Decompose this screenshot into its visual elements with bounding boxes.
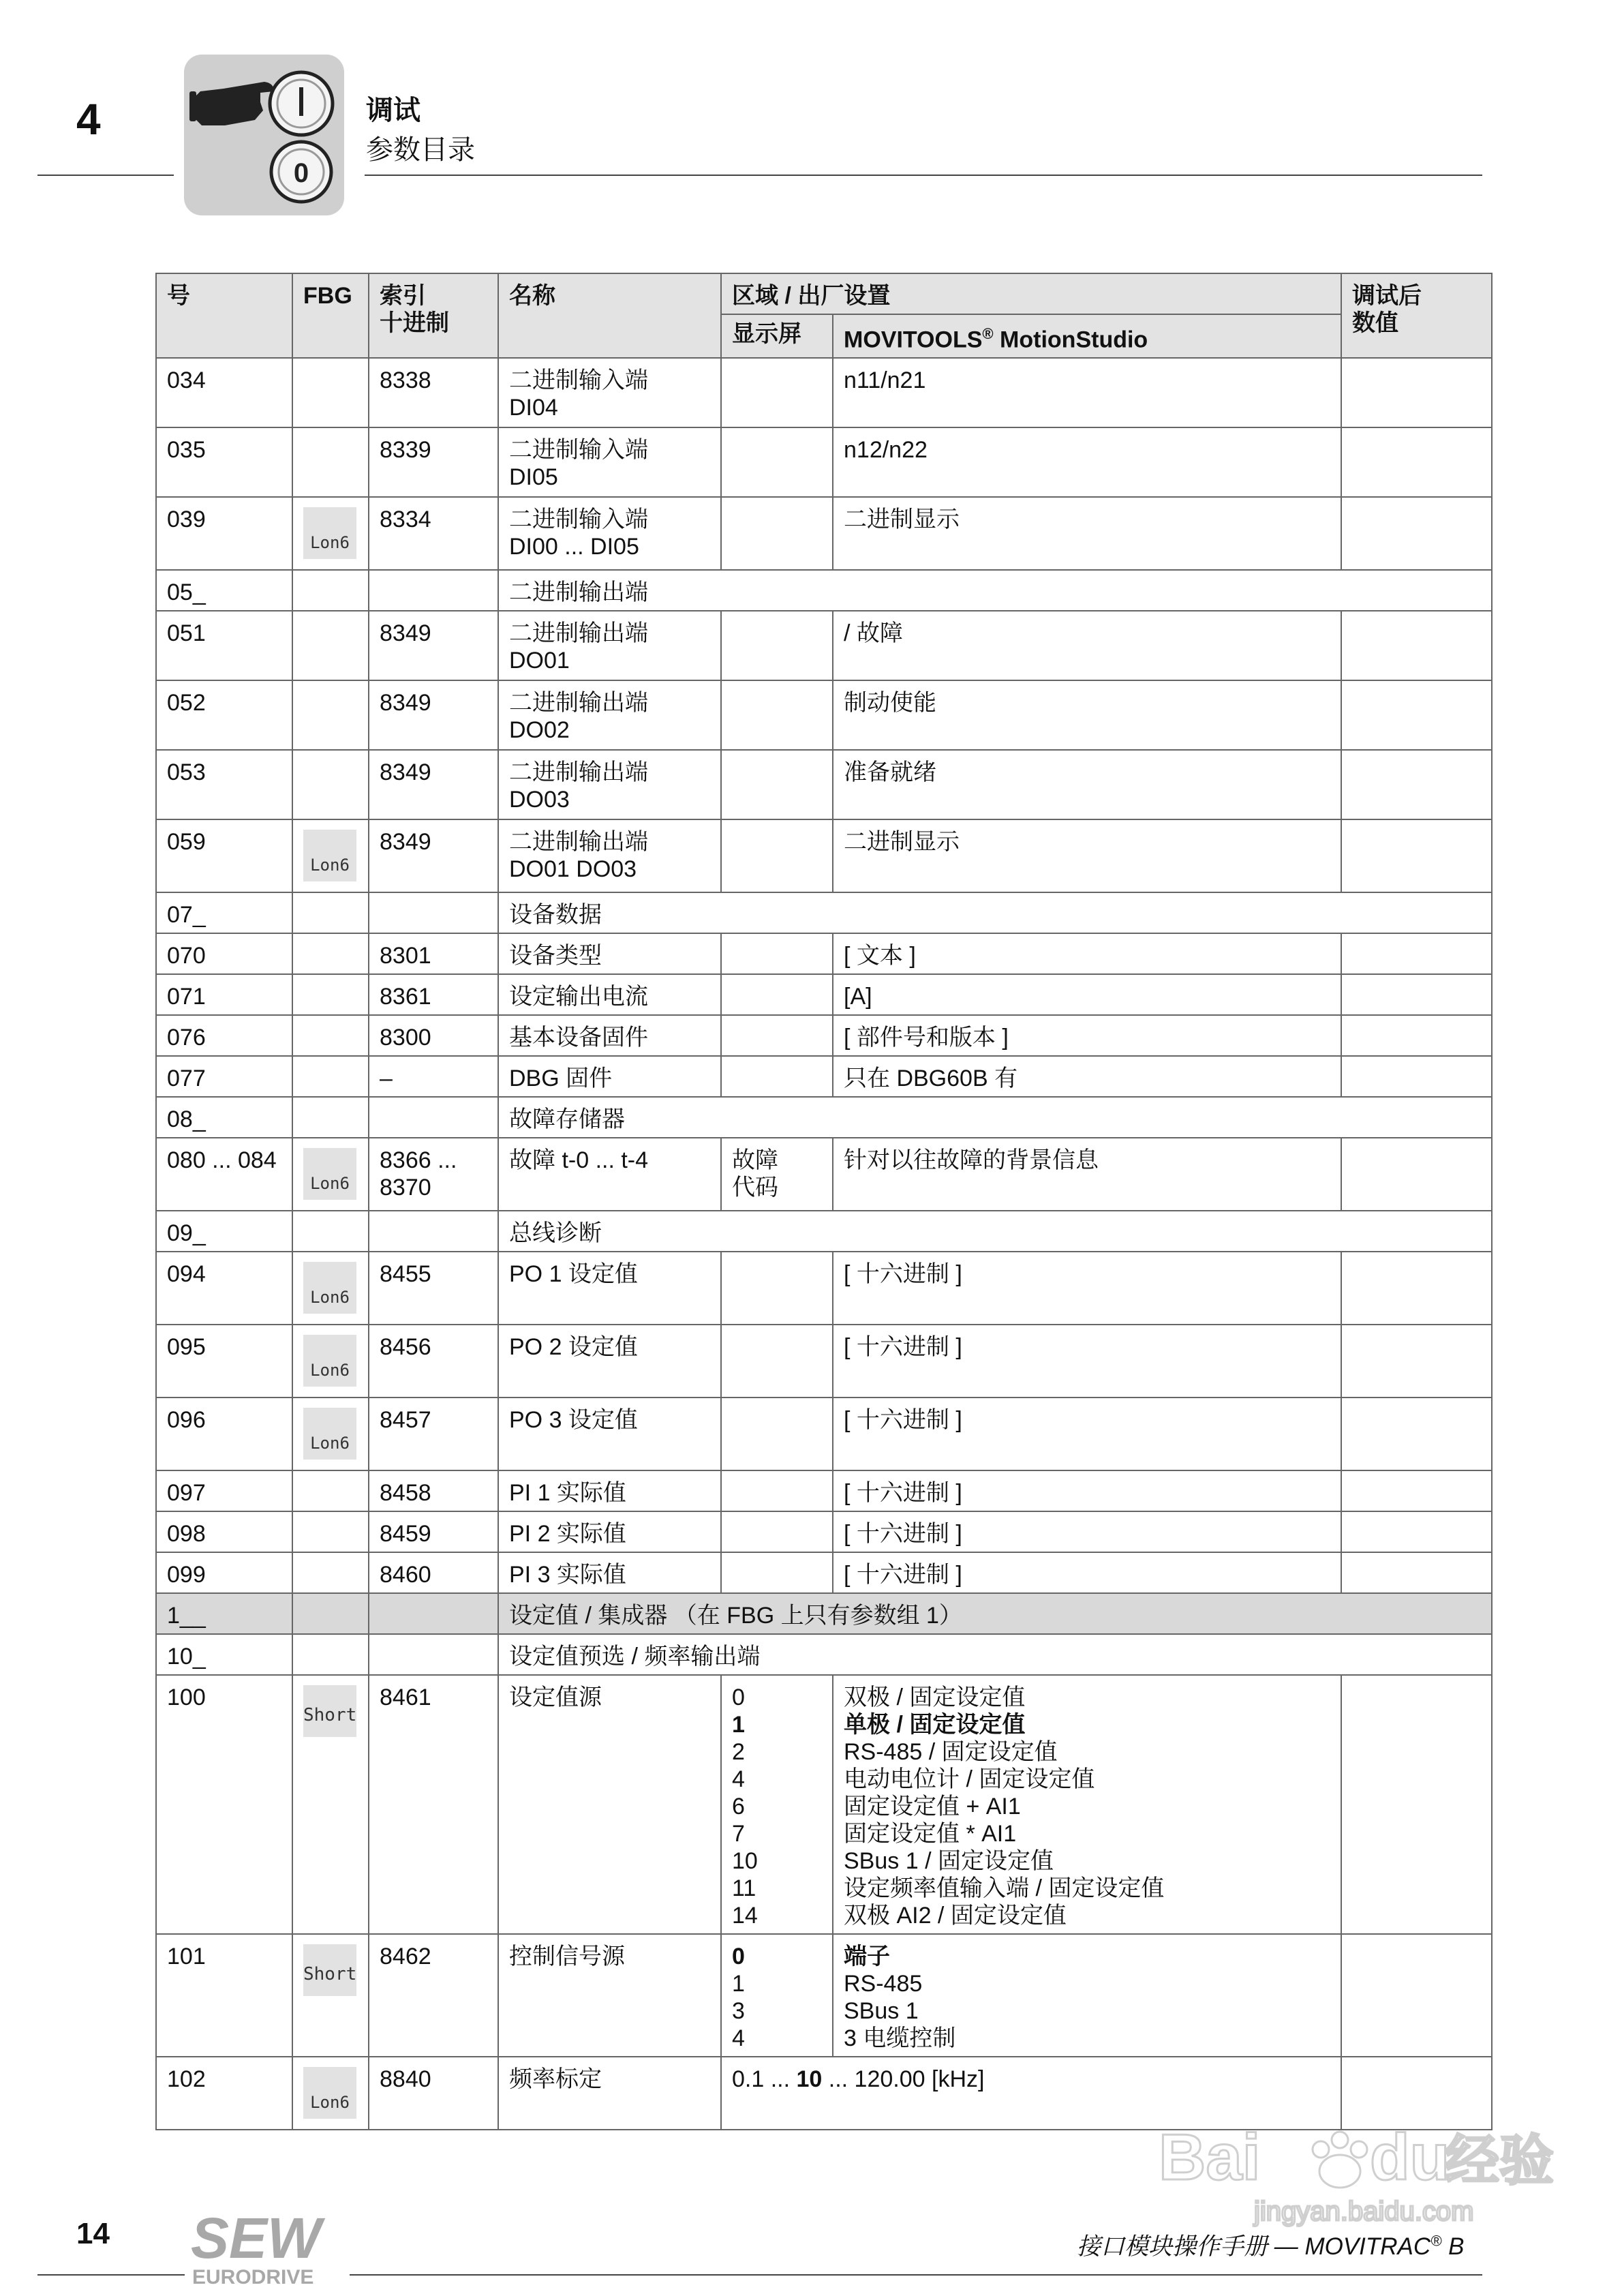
cell-index: 8461 [369, 1675, 498, 1934]
cell-index: 8460 [369, 1552, 498, 1593]
table-row [156, 1511, 1492, 1552]
cell-index: 8300 [369, 1015, 498, 1056]
fbg-long-menu-icon [303, 830, 356, 881]
range-end: ... 120.00 [kHz] [822, 2066, 985, 2093]
cell-fbg [292, 1097, 369, 1138]
col-header-after-commissioning [1341, 273, 1492, 358]
cell-value: 二进制显示 [833, 819, 1341, 892]
lcd-label: Lon6 [310, 1434, 350, 1453]
fbg-short-menu-icon [303, 1685, 356, 1737]
cell-fbg [292, 1211, 369, 1252]
cell-value: [ 十六进制 ] [833, 1398, 1341, 1470]
cell-number: 051 [156, 611, 292, 680]
cell-after [1341, 611, 1492, 680]
watermark-brand-2: du [1370, 2121, 1450, 2194]
cell-number: 080 ... 084 [156, 1138, 292, 1211]
option-code: 3 [732, 1998, 745, 2025]
cell-name: DBG 固件 [498, 1056, 721, 1097]
header-rule-left [37, 175, 174, 176]
cell-value: 只在 DBG60B 有 [833, 1056, 1341, 1097]
cell-after [1341, 1552, 1492, 1593]
document-title [1077, 2228, 1464, 2262]
cell-number: 08_ [156, 1097, 292, 1138]
section-title: 调试 [366, 95, 420, 125]
cell-fbg [292, 2057, 369, 2130]
cell-value: [A] [833, 974, 1341, 1015]
cell-number: 070 [156, 933, 292, 974]
logo-sew-text: SEW [191, 2206, 322, 2270]
name-line2: DO01 [509, 648, 570, 674]
cell-display [721, 1552, 833, 1593]
name-line2: DI00 ... DI05 [509, 534, 639, 560]
lcd-label: Lon6 [310, 1288, 350, 1308]
cell-fbg [292, 750, 369, 819]
cell-display [721, 1056, 833, 1097]
col-header-display: 显示屏 [721, 314, 833, 358]
cell-index: – [369, 1056, 498, 1097]
cell-index: 8349 [369, 750, 498, 819]
cell-name: 故障 t-0 ... t-4 [498, 1138, 721, 1211]
cell-value: 准备就绪 [833, 750, 1341, 819]
cell-number: 077 [156, 1056, 292, 1097]
cell-fbg [292, 1015, 369, 1056]
cell-display [721, 933, 833, 974]
cell-after [1341, 497, 1492, 570]
fbg-long-menu-icon [303, 1335, 356, 1387]
cell-value: [ 部件号和版本 ] [833, 1015, 1341, 1056]
cell-after [1341, 1675, 1492, 1934]
cell-name: 设备类型 [498, 933, 721, 974]
cell-fbg [292, 1325, 369, 1398]
cell-after [1341, 750, 1492, 819]
doc-title-suffix: B [1441, 2233, 1465, 2260]
baidu-jingyan-watermark [1159, 2117, 1554, 2233]
col-header-range-default: 区域 / 出厂设置 [721, 273, 1341, 314]
cell-index: 8462 [369, 1934, 498, 2057]
col-header-index-line1: 索引 [380, 283, 426, 309]
cell-value: [ 十六进制 ] [833, 1252, 1341, 1325]
index-line1: 8366 ... [380, 1147, 457, 1174]
table-row [156, 1138, 1492, 1211]
cell-number: 035 [156, 427, 292, 497]
cell-number: 101 [156, 1934, 292, 2057]
cell-display [721, 1675, 833, 1934]
cell-index [369, 892, 498, 933]
name-line1: 二进制输入端 [509, 437, 648, 464]
cell-after [1341, 819, 1492, 892]
cell-after [1341, 933, 1492, 974]
table-row [156, 1015, 1492, 1056]
name-line1: 二进制输出端 [509, 690, 648, 716]
fbg-long-menu-icon [303, 1408, 356, 1460]
cell-index: 8349 [369, 680, 498, 750]
cell-index: 8301 [369, 933, 498, 974]
display-line1: 故障 [732, 1147, 778, 1174]
option-label: RS-485 / 固定设定值 [844, 1739, 1058, 1766]
cell-fbg [292, 570, 369, 611]
cell-display [721, 1252, 833, 1325]
cell-fbg [292, 974, 369, 1015]
table-row [156, 427, 1492, 497]
cell-fbg [292, 1593, 369, 1634]
col-header-name: 名称 [498, 273, 721, 358]
option-label: 3 电缆控制 [844, 2025, 956, 2052]
cell-after [1341, 680, 1492, 750]
cell-after [1341, 1934, 1492, 2057]
cell-fbg [292, 611, 369, 680]
col-header-after-line2: 数值 [1352, 310, 1398, 336]
cell-number: 076 [156, 1015, 292, 1056]
table-row [156, 611, 1492, 680]
option-code-default: 0 [732, 1944, 745, 1970]
commissioning-hand-switch-icon [184, 55, 344, 215]
display-line2: 代码 [732, 1175, 778, 1201]
cell-after [1341, 974, 1492, 1015]
cell-index: 8459 [369, 1511, 498, 1552]
cell-value: 针对以往故障的背景信息 [833, 1138, 1341, 1211]
cell-number: 071 [156, 974, 292, 1015]
table-row [156, 750, 1492, 819]
cell-fbg [292, 1252, 369, 1325]
col-header-number: 号 [156, 273, 292, 358]
cell-number: 052 [156, 680, 292, 750]
cell-number: 099 [156, 1552, 292, 1593]
cell-fbg [292, 933, 369, 974]
cell-name: 控制信号源 [498, 1934, 721, 2057]
cell-fbg [292, 1511, 369, 1552]
cell-display [721, 611, 833, 680]
cell-index [369, 1634, 498, 1675]
table-row [156, 1056, 1492, 1097]
option-label: 双极 / 固定设定值 [844, 1685, 1026, 1711]
cell-index: 8458 [369, 1470, 498, 1511]
cell-index: 8334 [369, 497, 498, 570]
cell-after [1341, 1252, 1492, 1325]
cell-number: 1__ [156, 1593, 292, 1634]
cell-name [498, 819, 721, 892]
doc-title-main: 接口模块操作手册 — MOVITRAC [1077, 2233, 1431, 2260]
cell-name [498, 611, 721, 680]
name-line1: 二进制输出端 [509, 620, 648, 647]
cell-number: 097 [156, 1470, 292, 1511]
cell-value: [ 十六进制 ] [833, 1325, 1341, 1398]
cell-display [721, 974, 833, 1015]
name-line2: DO03 [509, 787, 570, 813]
option-label: 电动电位计 / 固定设定值 [844, 1766, 1095, 1793]
col-header-after-line1: 调试后 [1352, 283, 1422, 309]
cell-index: 8840 [369, 2057, 498, 2130]
cell-name: PI 1 实际值 [498, 1470, 721, 1511]
cell-value [833, 1934, 1341, 2057]
table-row [156, 1552, 1492, 1593]
index-line2: 8370 [380, 1175, 431, 1201]
cell-name [498, 750, 721, 819]
cell-after [1341, 1056, 1492, 1097]
option-code: 6 [732, 1794, 745, 1820]
footer-rule-left [37, 2274, 185, 2276]
cell-name [498, 358, 721, 427]
cell-display [721, 358, 833, 427]
cell-number: 095 [156, 1325, 292, 1398]
section-subtitle: 参数目录 [366, 135, 475, 165]
cell-index: 8349 [369, 611, 498, 680]
cell-name: PO 3 设定值 [498, 1398, 721, 1470]
cell-name: PI 3 实际值 [498, 1552, 721, 1593]
option-label: 双极 AI2 / 固定设定值 [844, 1903, 1067, 1929]
motionstudio-label: MotionStudio [993, 327, 1148, 353]
option-code: 10 [732, 1848, 758, 1875]
table-row [156, 1470, 1492, 1511]
fbg-long-menu-icon [303, 1148, 356, 1200]
cell-index [369, 1593, 498, 1634]
watermark-brand: Bai [1159, 2121, 1261, 2194]
table-row [156, 819, 1492, 892]
cell-display [721, 1934, 833, 2057]
cell-number: 039 [156, 497, 292, 570]
cell-number: 034 [156, 358, 292, 427]
cell-fbg [292, 427, 369, 497]
cell-fbg [292, 892, 369, 933]
cell-number: 053 [156, 750, 292, 819]
chapter-number: 4 [76, 95, 101, 144]
movitools-label: MOVITOOLS [844, 327, 983, 353]
cell-value: [ 十六进制 ] [833, 1552, 1341, 1593]
cell-index: 8361 [369, 974, 498, 1015]
cell-after [1341, 1398, 1492, 1470]
cell-display [721, 680, 833, 750]
table-group-row [156, 1634, 1492, 1675]
cell-index: 8457 [369, 1398, 498, 1470]
cell-display [721, 1015, 833, 1056]
footer-rule-right [350, 2274, 1482, 2276]
cell-number: 10_ [156, 1634, 292, 1675]
option-label: SBus 1 [844, 1998, 919, 2025]
option-code: 14 [732, 1903, 758, 1929]
option-label: RS-485 [844, 1971, 923, 1997]
cell-group-title: 设定值预选 / 频率输出端 [498, 1634, 1492, 1675]
cell-index: 8455 [369, 1252, 498, 1325]
cell-value: n12/n22 [833, 427, 1341, 497]
cell-number: 100 [156, 1675, 292, 1934]
table-row [156, 933, 1492, 974]
cell-fbg [292, 819, 369, 892]
svg-text:0: 0 [293, 158, 309, 188]
cell-name: 设定值源 [498, 1675, 721, 1934]
cell-group-title [498, 1593, 1492, 1634]
cell-fbg [292, 1138, 369, 1211]
cell-value [833, 1675, 1341, 1934]
cell-after [1341, 358, 1492, 427]
cell-number: 096 [156, 1398, 292, 1470]
table-row [156, 680, 1492, 750]
cell-value: 制动使能 [833, 680, 1341, 750]
cell-display [721, 1325, 833, 1398]
option-label: 设定频率值输入端 / 固定设定值 [844, 1875, 1165, 1902]
name-line2: DI04 [509, 395, 558, 421]
table-row [156, 358, 1492, 427]
cell-fbg [292, 1675, 369, 1934]
cell-display [721, 427, 833, 497]
col-header-index [369, 273, 498, 358]
option-code-default: 1 [732, 1712, 745, 1738]
col-header-movitools [833, 314, 1341, 358]
col-header-fbg: FBG [292, 273, 369, 358]
cell-value: [ 十六进制 ] [833, 1470, 1341, 1511]
table-row [156, 497, 1492, 570]
cell-fbg [292, 680, 369, 750]
cell-fbg [292, 1470, 369, 1511]
fbg-long-menu-icon [303, 507, 356, 559]
option-code: 4 [732, 2025, 745, 2052]
cell-fbg [292, 1398, 369, 1470]
lcd-label: Lon6 [310, 1361, 350, 1380]
cell-fbg [292, 1056, 369, 1097]
table-row [156, 1252, 1492, 1325]
parameter-table [155, 273, 1493, 2130]
cell-name [498, 427, 721, 497]
name-line2: DO02 [509, 717, 570, 744]
movitools-registered-mark: ® [982, 325, 994, 342]
cell-fbg [292, 497, 369, 570]
cell-display [721, 1511, 833, 1552]
table-row [156, 1675, 1492, 1934]
cell-name: 频率标定 [498, 2057, 721, 2130]
fbg-short-menu-icon [303, 1944, 356, 1996]
cell-group-title: 设备数据 [498, 892, 1492, 933]
group-title-text: 设定值 / 集成器 [509, 1603, 668, 1629]
cell-name: 基本设备固件 [498, 1015, 721, 1056]
option-code: 2 [732, 1739, 745, 1766]
header-rule-right [365, 175, 1482, 176]
fbg-long-menu-icon [303, 2067, 356, 2119]
cell-name: PO 2 设定值 [498, 1325, 721, 1398]
name-line1: 二进制输出端 [509, 829, 648, 856]
lcd-label: Lon6 [310, 856, 350, 875]
table-group-row [156, 570, 1492, 611]
cell-name [498, 680, 721, 750]
table-group-row [156, 1593, 1492, 1634]
table-group-row [156, 892, 1492, 933]
fbg-long-menu-icon [303, 1262, 356, 1314]
lcd-label: Short [303, 1705, 357, 1726]
name-line1: 二进制输出端 [509, 759, 648, 786]
table-row [156, 1325, 1492, 1398]
cell-after [1341, 1470, 1492, 1511]
cell-group-title: 二进制输出端 [498, 570, 1492, 611]
group-title-note: （在 FBG 上只有参数组 1） [673, 1603, 962, 1629]
table-group-row [156, 1097, 1492, 1138]
option-code: 4 [732, 1766, 745, 1793]
name-line1: 二进制输入端 [509, 507, 648, 533]
watermark-cn: 经验 [1445, 2130, 1554, 2191]
cell-display [721, 497, 833, 570]
table-row [156, 974, 1492, 1015]
range-default: 10 [796, 2066, 823, 2093]
cell-index: 8339 [369, 427, 498, 497]
cell-number: 102 [156, 2057, 292, 2130]
cell-after [1341, 1138, 1492, 1211]
cell-value: 二进制显示 [833, 497, 1341, 570]
table-group-row [156, 1211, 1492, 1252]
cell-group-title: 故障存储器 [498, 1097, 1492, 1138]
table-row [156, 1934, 1492, 2057]
cell-display [721, 1398, 833, 1470]
logo-eurodrive-text: EURODRIVE [192, 2266, 314, 2289]
cell-index [369, 1211, 498, 1252]
cell-display [721, 750, 833, 819]
option-code: 0 [732, 1685, 745, 1711]
lcd-label: Lon6 [310, 2093, 350, 2113]
cell-value: / 故障 [833, 611, 1341, 680]
range-start: 0.1 ... [732, 2066, 797, 2093]
option-label: 固定设定值 * AI1 [844, 1821, 1017, 1847]
option-label-default: 端子 [844, 1944, 890, 1970]
cell-index [369, 1097, 498, 1138]
cell-value: [ 文本 ] [833, 933, 1341, 974]
cell-index: 8338 [369, 358, 498, 427]
cell-group-title: 总线诊断 [498, 1211, 1492, 1252]
cell-after [1341, 1511, 1492, 1552]
cell-number: 07_ [156, 892, 292, 933]
col-header-index-line2: 十进制 [380, 310, 449, 336]
option-code: 11 [732, 1875, 756, 1902]
cell-after [1341, 1015, 1492, 1056]
name-line2: DO01 DO03 [509, 856, 637, 883]
cell-name [498, 497, 721, 570]
cell-name: PO 1 设定值 [498, 1252, 721, 1325]
cell-display [721, 1470, 833, 1511]
cell-fbg [292, 1552, 369, 1593]
cell-number: 094 [156, 1252, 292, 1325]
cell-number: 098 [156, 1511, 292, 1552]
cell-value: [ 十六进制 ] [833, 1511, 1341, 1552]
cell-index [369, 570, 498, 611]
doc-registered-mark: ® [1430, 2232, 1442, 2250]
cell-fbg [292, 1634, 369, 1675]
option-label-default: 单极 / 固定设定值 [844, 1712, 1026, 1738]
cell-after [1341, 1325, 1492, 1398]
option-code: 1 [732, 1971, 745, 1997]
cell-name: 设定输出电流 [498, 974, 721, 1015]
option-label: SBus 1 / 固定设定值 [844, 1848, 1054, 1875]
cell-number: 05_ [156, 570, 292, 611]
cell-number: 09_ [156, 1211, 292, 1252]
sew-eurodrive-logo [189, 2207, 346, 2289]
cell-index [369, 1138, 498, 1211]
cell-display [721, 1138, 833, 1211]
page-number: 14 [76, 2217, 110, 2250]
watermark-url: jingyan.baidu.com [1254, 2196, 1474, 2226]
option-label: 固定设定值 + AI1 [844, 1794, 1021, 1820]
name-line1: 二进制输入端 [509, 367, 648, 394]
lcd-label: Lon6 [310, 533, 350, 553]
cell-value: n11/n21 [833, 358, 1341, 427]
cell-display [721, 819, 833, 892]
cell-index: 8456 [369, 1325, 498, 1398]
cell-index: 8349 [369, 819, 498, 892]
lcd-label: Short [303, 1964, 357, 1985]
lcd-label: Lon6 [310, 1174, 350, 1194]
table-row [156, 1398, 1492, 1470]
cell-number: 059 [156, 819, 292, 892]
option-code: 7 [732, 1821, 745, 1847]
cell-fbg [292, 1934, 369, 2057]
cell-fbg [292, 358, 369, 427]
name-line2: DI05 [509, 464, 558, 491]
cell-name: PI 2 实际值 [498, 1511, 721, 1552]
cell-after [1341, 427, 1492, 497]
